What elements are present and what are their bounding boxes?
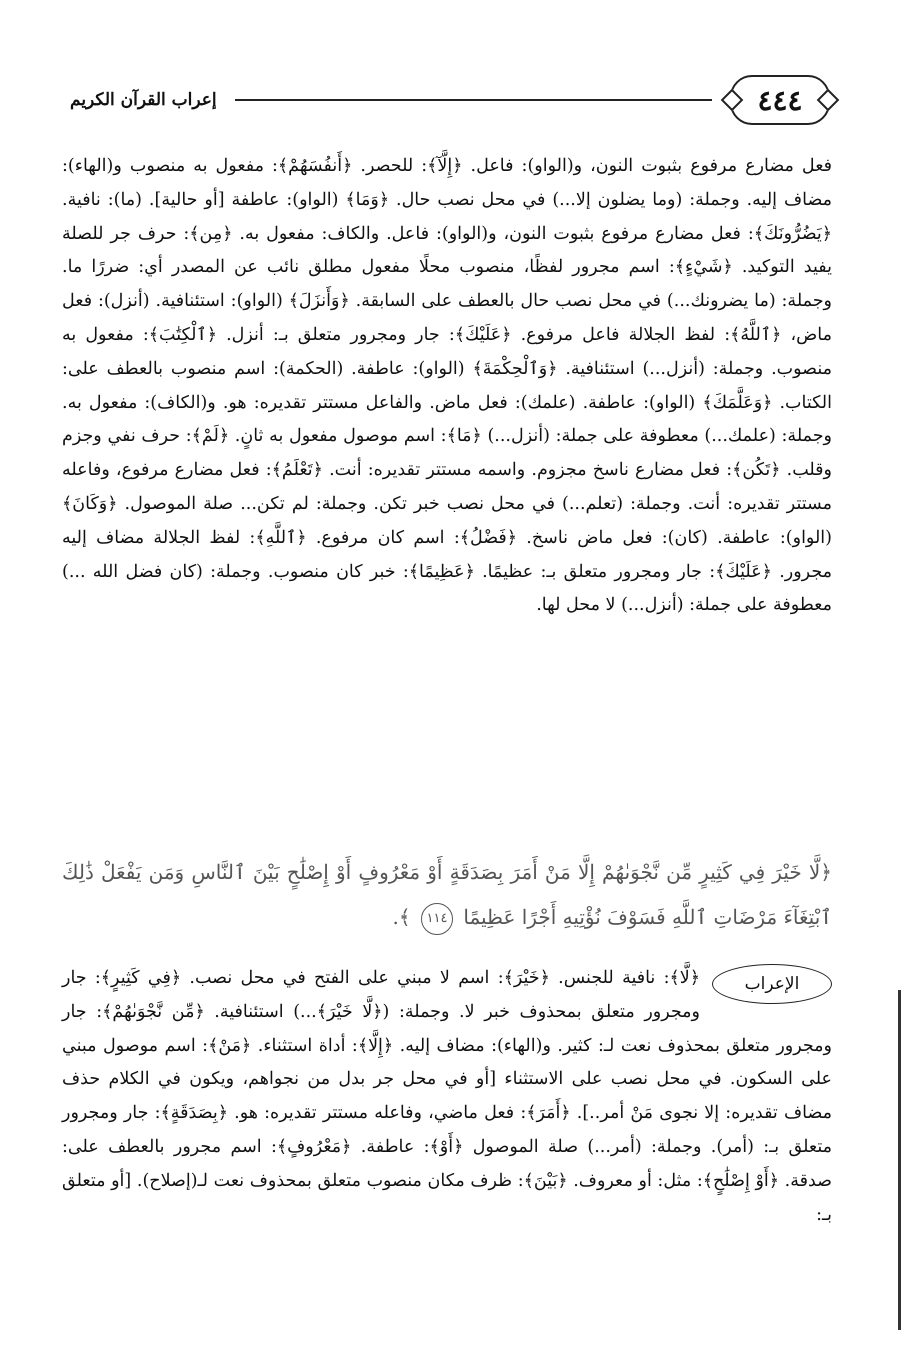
iirab-label: الإعراب	[712, 964, 832, 1004]
grammar-paragraph-1	[62, 150, 832, 623]
verse-text: ﴿لَّا خَيْرَ فِي كَثِيرٍ مِّن نَّجْوَىٰهُمْ إِلَّا مَنْ أَمَرَ بِصَدَقَةٍ أَوْ مَعْرُوفٍ أَوْ إِصْلَٰحٍ بَيْنَ ٱلنَّاسِ وَمَن يَفْعَلْ ذَٰلِكَ ٱبْتِغَآءَ مَرْضَاتِ ٱللَّهِ فَسَوْفَ نُؤْتِيهِ أَجْرًا عَظِيمًا	[62, 860, 832, 929]
paragraph-text: فعل مضارع مرفوع بثبوت النون، و(الواو): فاعل. ﴿إِلَّآ﴾: للحصر. ﴿أَنفُسَهُمْ﴾: مفعول به منصوب و(الهاء): مضاف إليه. وجملة: (وما يضلون إلا...) في محل نصب حال. ﴿وَمَا﴾ (الواو): عاطفة [أو حالية]. (ما): نافية. ﴿يَضُرُّونَكَ﴾: فعل مضارع مرفوع بثبوت النون، و(الواو): فاعل. والكاف: مفعول به. ﴿مِن﴾: حرف جر للصلة يفيد التوكيد. ﴿شَيْءٍ﴾: اسم مجرور لفظًا، منصوب محلًا مفعول مطلق نائب عن المصدر أي: ضررًا ما. وجملة: (ما يضرونك...) في محل نصب حال بالعطف على السابقة. ﴿وَأَنزَلَ﴾ (الواو): استئنافية. (أنزل): فعل ماض، ﴿ٱللَّهُ﴾: لفظ الجلالة فاعل مرفوع. ﴿عَلَيْكَ﴾: جار ومجرور متعلق بـ: أنزل. ﴿ٱلْكِتَٰبَ﴾: مفعول به منصوب. وجملة: (أنزل...) استئنافية. ﴿وَٱلْحِكْمَةَ﴾ (الواو): عاطفة. (الحكمة): اسم منصوب بالعطف على: الكتاب. ﴿وَعَلَّمَكَ﴾ (الواو): عاطفة. (علمك): فعل ماض. والفاعل مستتر تقديره: هو. و(الكاف): مفعول به. وجملة: (علمك...) معطوفة على جملة: (أنزل...) ﴿مَا﴾: اسم موصول مفعول به ثانٍ. ﴿لَمْ﴾: حرف نفي وجزم وقلب. ﴿تَكُن﴾: فعل مضارع ناسخ مجزوم. واسمه مستتر تقديره: أنت. ﴿تَعْلَمُ﴾: فعل مضارع مرفوع، وفاعله مستتر تقديره: أنت. وجملة: (تعلم...) في محل نصب خبر تكن. وجملة: لم تكن... صلة الموصول. ﴿وَكَانَ﴾ (الواو): عاطفة. (كان): فعل ماض ناسخ. ﴿فَضْلُ﴾: اسم كان مرفوع. ﴿ٱللَّهِ﴾: لفظ الجلالة مضاف إليه مجرور. ﴿عَلَيْكَ﴾: جار ومجرور متعلق بـ: عظيمًا. ﴿عَظِيمًا﴾: خبر كان منصوب. وجملة: (كان فضل الله ...) معطوفة على جملة: (أنزل...) لا محل لها.	[62, 156, 832, 616]
grammar-paragraph-2	[62, 962, 832, 1232]
verse-number: ١١٤	[421, 903, 453, 935]
binding-edge-line	[898, 990, 901, 1330]
book-title: إعراب القرآن الكريم	[70, 90, 217, 110]
paragraph-text: ﴿لَّا﴾: نافية للجنس. ﴿خَيْرَ﴾: اسم لا مبني على الفتح في محل نصب. ﴿فِي كَثِيرٍ﴾: جار ومجرور متعلق بمحذوف خبر لا. وجملة: (﴿لَّا خَيْرَ﴾...) استئنافية. ﴿مِّن نَّجْوَىٰهُمْ﴾: جار ومجرور متعلق بمحذوف نعت لـ: كثير. و(الهاء): مضاف إليه. ﴿إِلَّا﴾: أداة استثناء. ﴿مَنْ﴾: اسم موصول مبني على السكون. في محل نصب على الاستثناء [أو في محل جر بدل من نجواهم، ويكون في الكلام حذف مضاف تقديره: إلا نجوى مَنْ أمر..]. ﴿أَمَرَ﴾: فعل ماضي، وفاعله مستتر تقديره: هو. ﴿بِصَدَقَةٍ﴾: جار ومجرور متعلق بـ: (أمر). وجملة: (أمر...) صلة الموصول ﴿أَوْ﴾: عاطفة. ﴿مَعْرُوفٍ﴾: اسم مجرور بالعطف على: صدقة. ﴿أَوْ إِصْلَٰحٍ﴾: مثل: أو معروف. ﴿بَيْنَ﴾: ظرف مكان منصوب متعلق بمحذوف نعت لـ(إصلاح). [أو متعلق بـ:	[62, 968, 832, 1225]
header-rule	[235, 99, 712, 101]
quran-verse	[62, 850, 832, 940]
verse-end: ﴾.	[392, 905, 411, 929]
page-header	[70, 70, 830, 130]
page-number: ٤٤٤	[730, 75, 830, 125]
